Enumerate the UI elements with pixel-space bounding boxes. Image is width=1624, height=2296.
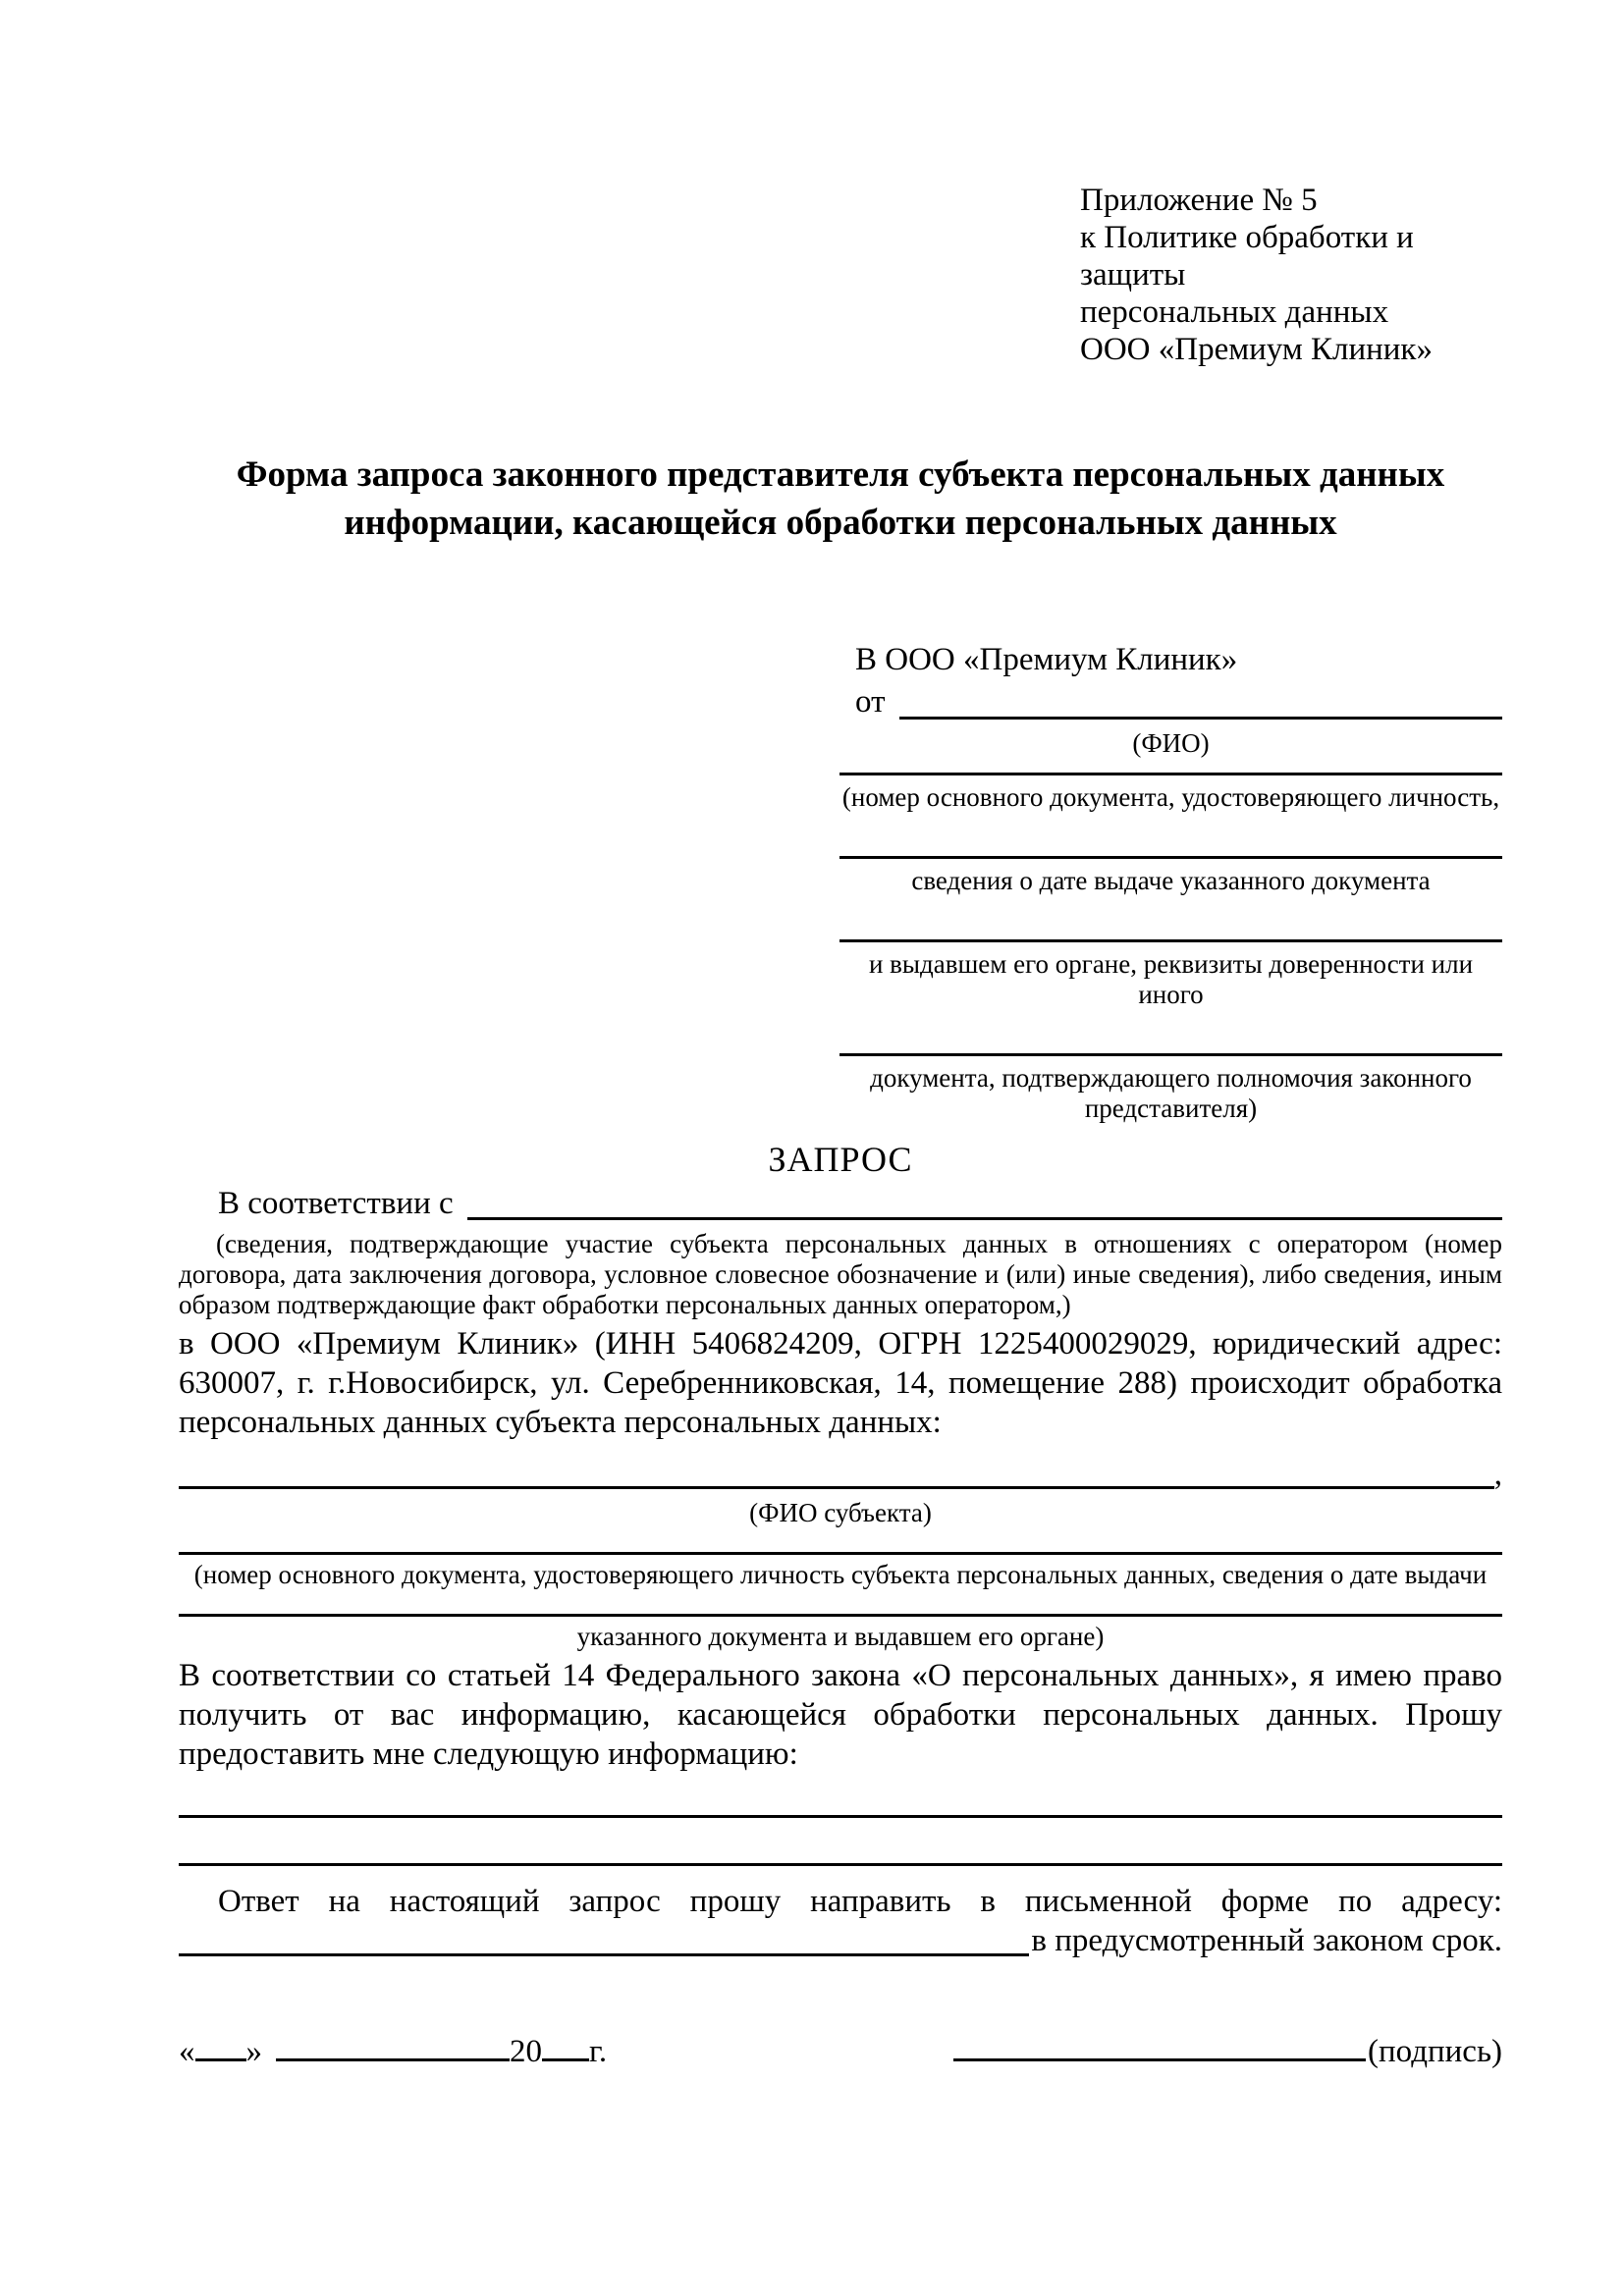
annex-header-line: к Политике обработки и защиты [1080,220,1414,293]
date-month-fill-line [276,2056,510,2061]
subject-fio-fill-line [179,1486,1494,1489]
operator-paragraph: в ООО «Премиум Клиник» (ИНН 5406824209, ОГРН 1225400029029, юридический адрес: 630007, г. г.Новосибирск, ул. Серебренниковская, 14, помещение 288) происходит обработка персональных данных субъекта персональных данных: [179,1326,1502,1440]
fill-line [839,856,1502,859]
trailing-comma: , [1493,1457,1502,1492]
representative-doc-field [839,856,1502,896]
annex-header-line: ООО «Премиум Клиник» [1080,332,1433,367]
representative-doc-field [839,1053,1502,1124]
reply-paragraph-line1: Ответ на настоящий запрос прошу направить в письменной форме по адресу: [218,1884,1502,1919]
accordance-caption: (сведения, подтверждающие участие субъекта персональных данных в отношениях с оператором (номер договора, дата заключения договора, условное словесное обозначение и (или) иные сведения), либо сведения, иным образом подтверждающие факт обработки персональных данных оператором,) [179,1229,1502,1319]
document-title-line2: информации, касающейся обработки персональных данных [344,503,1337,543]
subject-doc-field [179,1614,1502,1652]
subject-fio-caption: (ФИО субъекта) [749,1498,932,1527]
fill-line [839,939,1502,942]
field-caption: сведения о дате выдаче указанного документа [911,866,1431,895]
representative-doc-field [839,773,1502,813]
reply-address-field [179,1921,1502,1960]
field-caption: документа, подтверждающего полномочия законного представителя) [870,1063,1472,1123]
fill-line [179,1552,1502,1555]
from-field [839,681,1502,723]
document-title-line1: Форма запроса законного представителя субъекта персональных данных [236,454,1445,495]
fio-caption: (ФИО) [1132,728,1210,758]
field-caption: (номер основного документа, удостоверяющего личность субъекта персональных данных, сведения о дате выдачи [193,1560,1488,1589]
annex-header-line: Приложение № 5 [1080,183,1318,218]
signature-caption: (подпись) [1368,2034,1502,2069]
reply-paragraph-suffix: в предусмотренный законом срок. [1031,1923,1502,1958]
field-caption: и выдавшем его органе, реквизиты доверенности или иного [868,949,1474,1009]
accordance-field [179,1183,1502,1224]
annex-header-line: персональных данных [1080,294,1389,330]
subject-fio-field [179,1458,1502,1493]
fill-line [839,773,1502,775]
signature-field [953,2031,1502,2072]
from-label: от [855,684,886,720]
document-title [179,451,1502,547]
date-quote-close: » [245,2034,262,2069]
signature-fill-line [953,2056,1366,2061]
subject-doc-field [179,1552,1502,1590]
date-signature-row [179,2031,1502,2072]
date-quote-open: « [179,2034,195,2069]
field-caption: (номер основного документа, удостоверяющего личность, [841,782,1500,812]
representative-doc-field [839,939,1502,1010]
from-fill-line [899,717,1503,720]
annex-header [1080,182,1502,368]
information-fill-line [179,1863,1502,1866]
addressee-to: В ООО «Премиум Клиник» [855,642,1238,677]
date-year-prefix: 20 [510,2034,542,2069]
date-year-suffix: г. [589,2034,608,2069]
field-caption: указанного документа и выдавшем его органе) [576,1622,1105,1651]
addressee-block [839,639,1502,1124]
date-day-fill-line [195,2056,246,2061]
law-paragraph: В соответствии со статьей 14 Федерального закона «О персональных данных», я имею право получить от вас информацию, касающейся обработки персональных данных. Прошу предоставить мне следующую информацию: [179,1658,1502,1772]
accordance-label: В соответствии с [218,1186,454,1221]
date-field [179,2031,607,2072]
fill-line [179,1614,1502,1617]
address-fill-line [179,1953,1029,1956]
request-heading: ЗАПРОС [768,1140,913,1179]
accordance-fill-line [467,1217,1502,1220]
fill-line [839,1053,1502,1056]
information-fill-line [179,1815,1502,1818]
date-year-fill-line [542,2056,589,2061]
